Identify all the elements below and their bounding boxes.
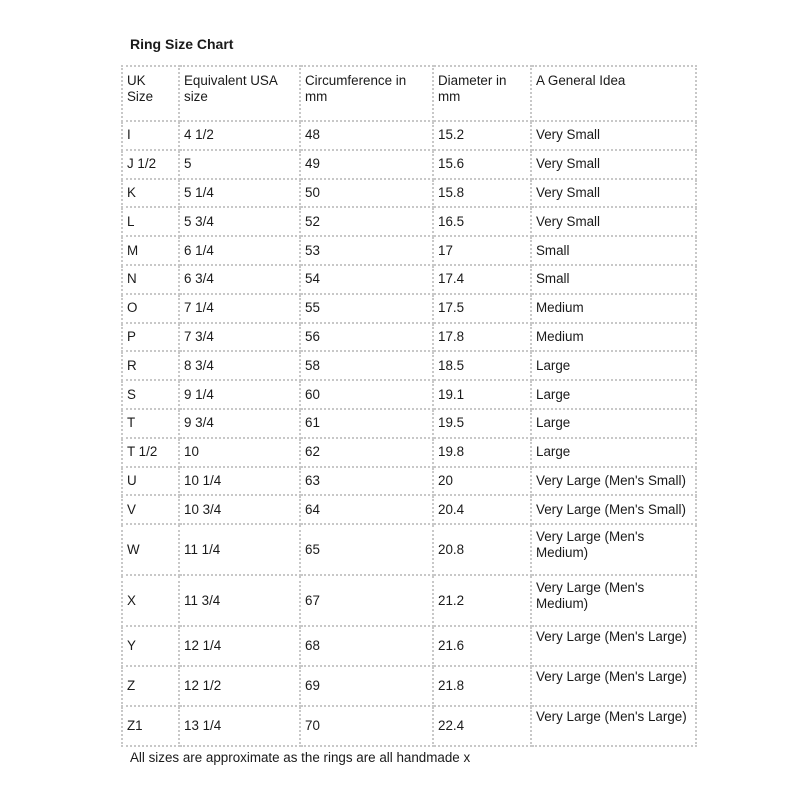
table-row [122, 294, 696, 323]
cell-usa-size: 5 [179, 150, 300, 179]
cell-uk-size: W [122, 524, 179, 575]
cell-diameter: 16.5 [433, 207, 531, 236]
cell-general-idea: Very Large (Men's Large) [531, 626, 696, 666]
cell-uk-size: O [122, 294, 179, 323]
cell-diameter: 17.4 [433, 265, 531, 294]
cell-diameter: 15.8 [433, 179, 531, 208]
cell-diameter: 17.5 [433, 294, 531, 323]
cell-circumference: 61 [300, 409, 433, 438]
cell-uk-size: N [122, 265, 179, 294]
cell-uk-size: J 1/2 [122, 150, 179, 179]
cell-uk-size: Z1 [122, 706, 179, 746]
cell-diameter: 21.8 [433, 666, 531, 706]
cell-circumference: 50 [300, 179, 433, 208]
cell-diameter: 21.6 [433, 626, 531, 666]
header-usa-size: Equivalent USA size [179, 66, 300, 121]
cell-circumference: 54 [300, 265, 433, 294]
header-general-idea: A General Idea [531, 66, 696, 121]
cell-diameter: 19.1 [433, 380, 531, 409]
cell-circumference: 68 [300, 626, 433, 666]
cell-circumference: 62 [300, 438, 433, 467]
cell-usa-size: 8 3/4 [179, 351, 300, 380]
cell-usa-size: 7 3/4 [179, 323, 300, 352]
table-row [122, 236, 696, 265]
cell-diameter: 19.5 [433, 409, 531, 438]
cell-uk-size: Y [122, 626, 179, 666]
cell-usa-size: 7 1/4 [179, 294, 300, 323]
cell-usa-size: 10 3/4 [179, 495, 300, 524]
cell-general-idea: Very Small [531, 179, 696, 208]
cell-general-idea: Very Large (Men's Large) [531, 706, 696, 746]
cell-circumference: 63 [300, 467, 433, 496]
cell-circumference: 52 [300, 207, 433, 236]
cell-diameter: 18.5 [433, 351, 531, 380]
cell-circumference: 60 [300, 380, 433, 409]
cell-uk-size: I [122, 121, 179, 150]
cell-circumference: 53 [300, 236, 433, 265]
cell-usa-size: 11 3/4 [179, 575, 300, 626]
cell-usa-size: 6 3/4 [179, 265, 300, 294]
cell-usa-size: 13 1/4 [179, 706, 300, 746]
table-row [122, 438, 696, 467]
table-row [122, 179, 696, 208]
table-row [122, 409, 696, 438]
table-row [122, 323, 696, 352]
cell-general-idea: Very Large (Men's Medium) [531, 524, 696, 575]
cell-circumference: 67 [300, 575, 433, 626]
ring-size-table [121, 65, 697, 747]
cell-usa-size: 10 [179, 438, 300, 467]
cell-general-idea: Small [531, 265, 696, 294]
cell-circumference: 55 [300, 294, 433, 323]
cell-general-idea: Very Large (Men's Medium) [531, 575, 696, 626]
cell-uk-size: V [122, 495, 179, 524]
cell-circumference: 49 [300, 150, 433, 179]
page-title: Ring Size Chart [130, 36, 234, 52]
cell-diameter: 21.2 [433, 575, 531, 626]
cell-usa-size: 9 1/4 [179, 380, 300, 409]
cell-usa-size: 12 1/4 [179, 626, 300, 666]
cell-circumference: 48 [300, 121, 433, 150]
table-row [122, 150, 696, 179]
cell-usa-size: 5 3/4 [179, 207, 300, 236]
cell-uk-size: K [122, 179, 179, 208]
cell-general-idea: Large [531, 380, 696, 409]
table-row [122, 121, 696, 150]
table-row [122, 495, 696, 524]
cell-uk-size: R [122, 351, 179, 380]
cell-general-idea: Very Large (Men's Small) [531, 467, 696, 496]
cell-general-idea: Large [531, 351, 696, 380]
table-row [122, 666, 696, 706]
cell-diameter: 20.4 [433, 495, 531, 524]
cell-circumference: 65 [300, 524, 433, 575]
cell-general-idea: Very Small [531, 121, 696, 150]
cell-uk-size: L [122, 207, 179, 236]
header-circumference: Circumference in mm [300, 66, 433, 121]
cell-diameter: 15.2 [433, 121, 531, 150]
table-row [122, 626, 696, 666]
cell-diameter: 20 [433, 467, 531, 496]
table-row [122, 524, 696, 575]
cell-general-idea: Very Small [531, 207, 696, 236]
cell-uk-size: T 1/2 [122, 438, 179, 467]
table-row [122, 706, 696, 746]
cell-diameter: 20.8 [433, 524, 531, 575]
cell-circumference: 64 [300, 495, 433, 524]
header-uk-size: UK Size [122, 66, 179, 121]
header-diameter: Diameter in mm [433, 66, 531, 121]
cell-uk-size: U [122, 467, 179, 496]
cell-circumference: 56 [300, 323, 433, 352]
cell-usa-size: 11 1/4 [179, 524, 300, 575]
cell-uk-size: S [122, 380, 179, 409]
cell-diameter: 17 [433, 236, 531, 265]
table-row [122, 380, 696, 409]
cell-diameter: 19.8 [433, 438, 531, 467]
cell-general-idea: Large [531, 438, 696, 467]
cell-uk-size: T [122, 409, 179, 438]
table-header-row [122, 66, 696, 121]
table-row [122, 467, 696, 496]
cell-general-idea: Medium [531, 323, 696, 352]
cell-general-idea: Very Small [531, 150, 696, 179]
cell-general-idea: Small [531, 236, 696, 265]
cell-usa-size: 6 1/4 [179, 236, 300, 265]
cell-diameter: 15.6 [433, 150, 531, 179]
cell-general-idea: Large [531, 409, 696, 438]
cell-circumference: 58 [300, 351, 433, 380]
cell-usa-size: 9 3/4 [179, 409, 300, 438]
table-row [122, 351, 696, 380]
cell-diameter: 22.4 [433, 706, 531, 746]
cell-uk-size: M [122, 236, 179, 265]
cell-diameter: 17.8 [433, 323, 531, 352]
cell-circumference: 69 [300, 666, 433, 706]
table-row [122, 265, 696, 294]
cell-uk-size: X [122, 575, 179, 626]
cell-usa-size: 5 1/4 [179, 179, 300, 208]
cell-usa-size: 4 1/2 [179, 121, 300, 150]
cell-general-idea: Very Large (Men's Large) [531, 666, 696, 706]
table-row [122, 207, 696, 236]
footnote: All sizes are approximate as the rings are all handmade x [130, 750, 471, 765]
table-row [122, 575, 696, 626]
cell-circumference: 70 [300, 706, 433, 746]
cell-usa-size: 10 1/4 [179, 467, 300, 496]
cell-usa-size: 12 1/2 [179, 666, 300, 706]
table-body [122, 121, 696, 746]
cell-uk-size: P [122, 323, 179, 352]
cell-general-idea: Very Large (Men's Small) [531, 495, 696, 524]
cell-uk-size: Z [122, 666, 179, 706]
cell-general-idea: Medium [531, 294, 696, 323]
